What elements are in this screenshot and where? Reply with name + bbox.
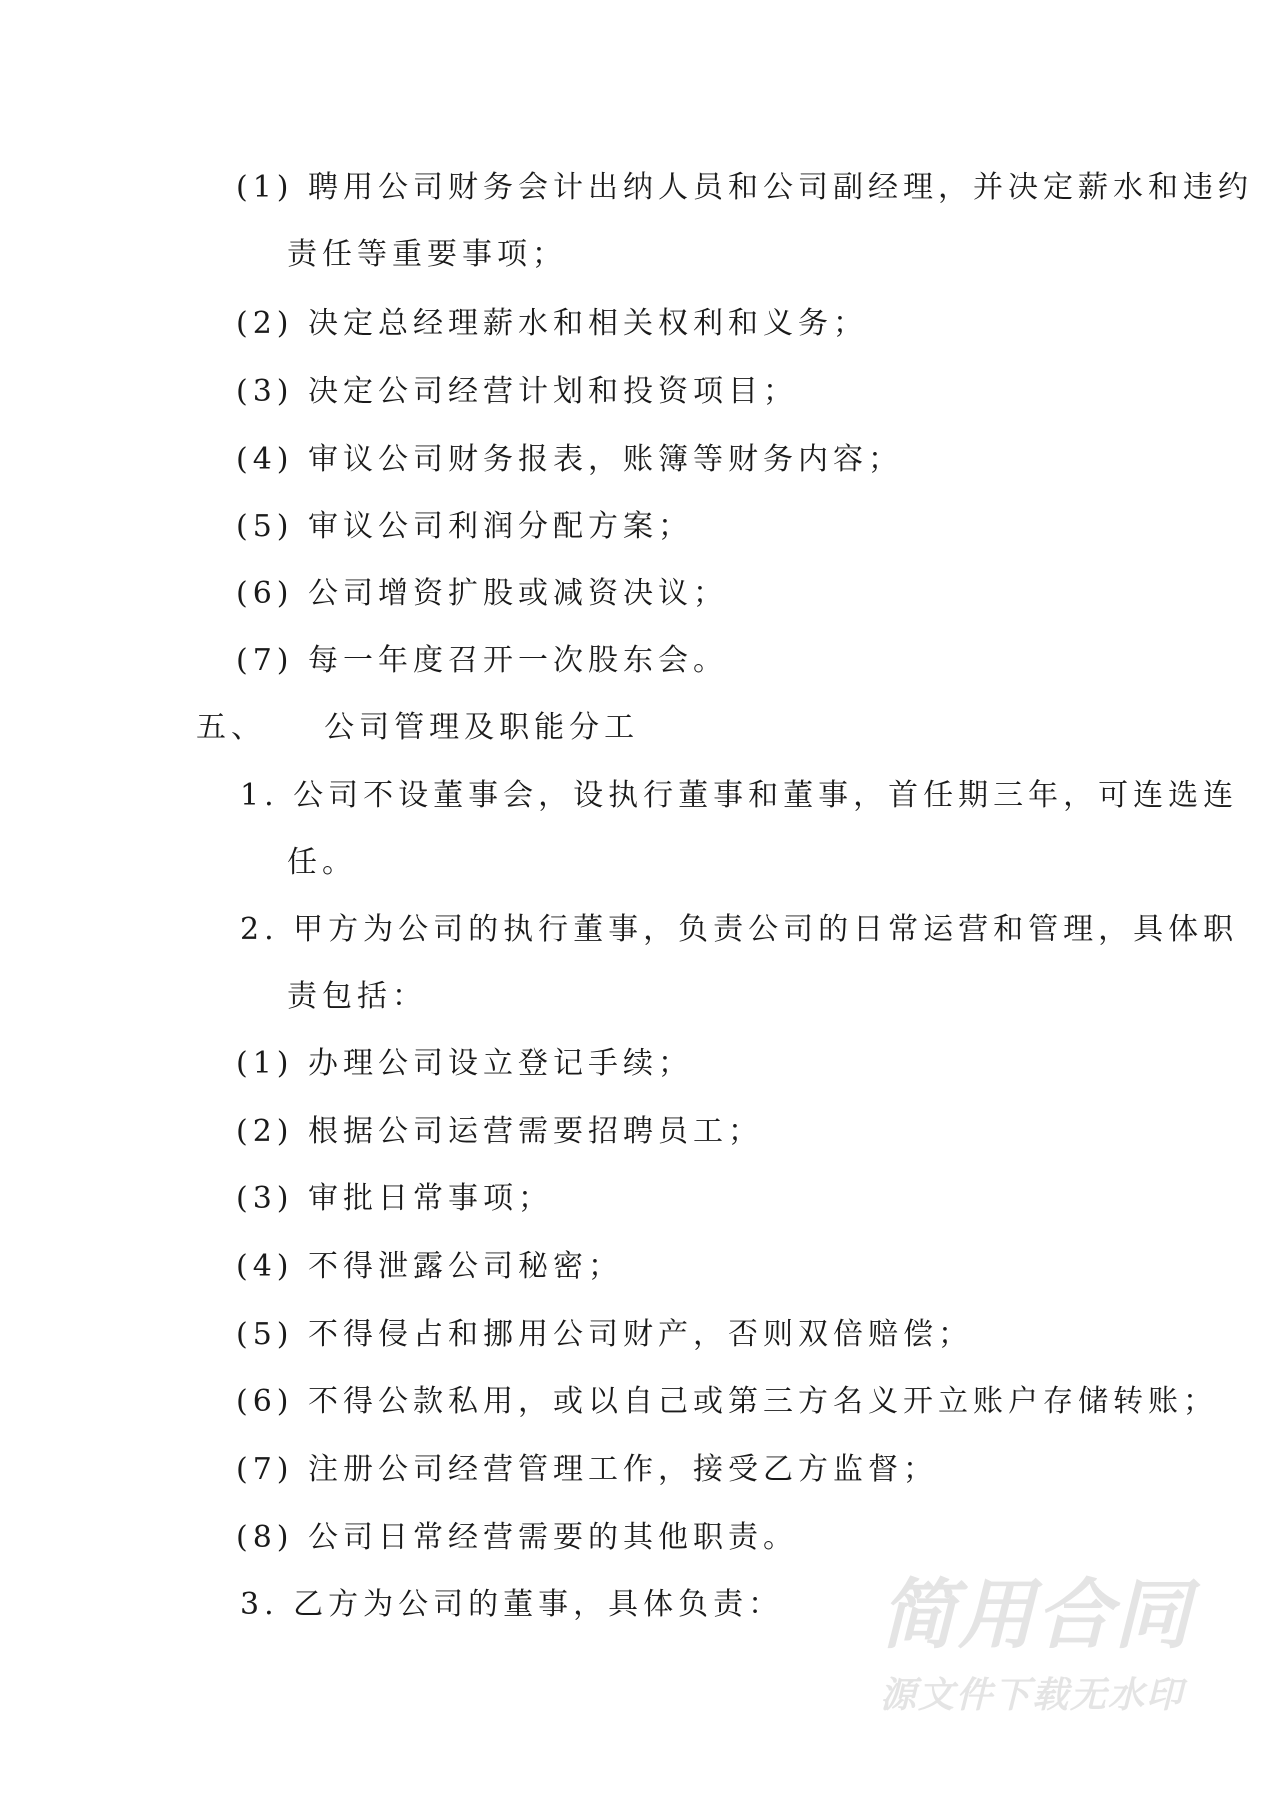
duty-item-5: (5) 不得侵占和挪用公司财产，否则双倍赔偿； <box>236 1317 974 1352</box>
clause-management-1-cont: 任。 <box>287 845 357 880</box>
duty-item-8: (8) 公司日常经营需要的其他职责。 <box>236 1520 799 1555</box>
duty-item-7: (7) 注册公司经营管理工作，接受乙方监督； <box>236 1452 939 1487</box>
duty-item-6: (6) 不得公款私用，或以自己或第三方名义开立账户存储转账； <box>236 1384 1219 1419</box>
section-heading-five: 五、 公司管理及职能分工 <box>196 710 640 745</box>
clause-management-2-cont: 责包括： <box>287 979 427 1014</box>
clause-shareholder-item-2: (2) 决定总经理薪水和相关权利和义务； <box>236 306 869 341</box>
clause-shareholder-item-1: (1) 聘用公司财务会计出纳人员和公司副经理，并决定薪水和违约 <box>236 170 1254 205</box>
clause-shareholder-item-3: (3) 决定公司经营计划和投资项目； <box>236 374 799 409</box>
clause-management-1: 1. 公司不设董事会，设执行董事和董事，首任期三年，可连选连 <box>240 778 1239 813</box>
duty-item-3: (3) 审批日常事项； <box>236 1181 554 1216</box>
watermark-brand: 简用合同 <box>880 1570 1192 1659</box>
duty-item-1: (1) 办理公司设立登记手续； <box>236 1046 694 1081</box>
clause-shareholder-item-7: (7) 每一年度召开一次股东会。 <box>236 643 729 678</box>
clause-management-2: 2. 甲方为公司的执行董事，负责公司的日常运营和管理，具体职 <box>240 912 1239 947</box>
clause-shareholder-item-5: (5) 审议公司利润分配方案； <box>236 509 694 544</box>
duty-item-4: (4) 不得泄露公司秘密； <box>236 1249 624 1284</box>
clause-shareholder-item-4: (4) 审议公司财务报表，账簿等财务内容； <box>236 442 904 477</box>
clause-shareholder-item-6: (6) 公司增资扩股或减资决议； <box>236 576 729 611</box>
clause-management-3: 3. 乙方为公司的董事，具体负责： <box>240 1587 784 1622</box>
clause-shareholder-item-1-cont: 责任等重要事项； <box>287 237 567 272</box>
watermark-tagline: 源文件下载无水印 <box>880 1675 1185 1716</box>
duty-item-2: (2) 根据公司运营需要招聘员工； <box>236 1114 764 1149</box>
